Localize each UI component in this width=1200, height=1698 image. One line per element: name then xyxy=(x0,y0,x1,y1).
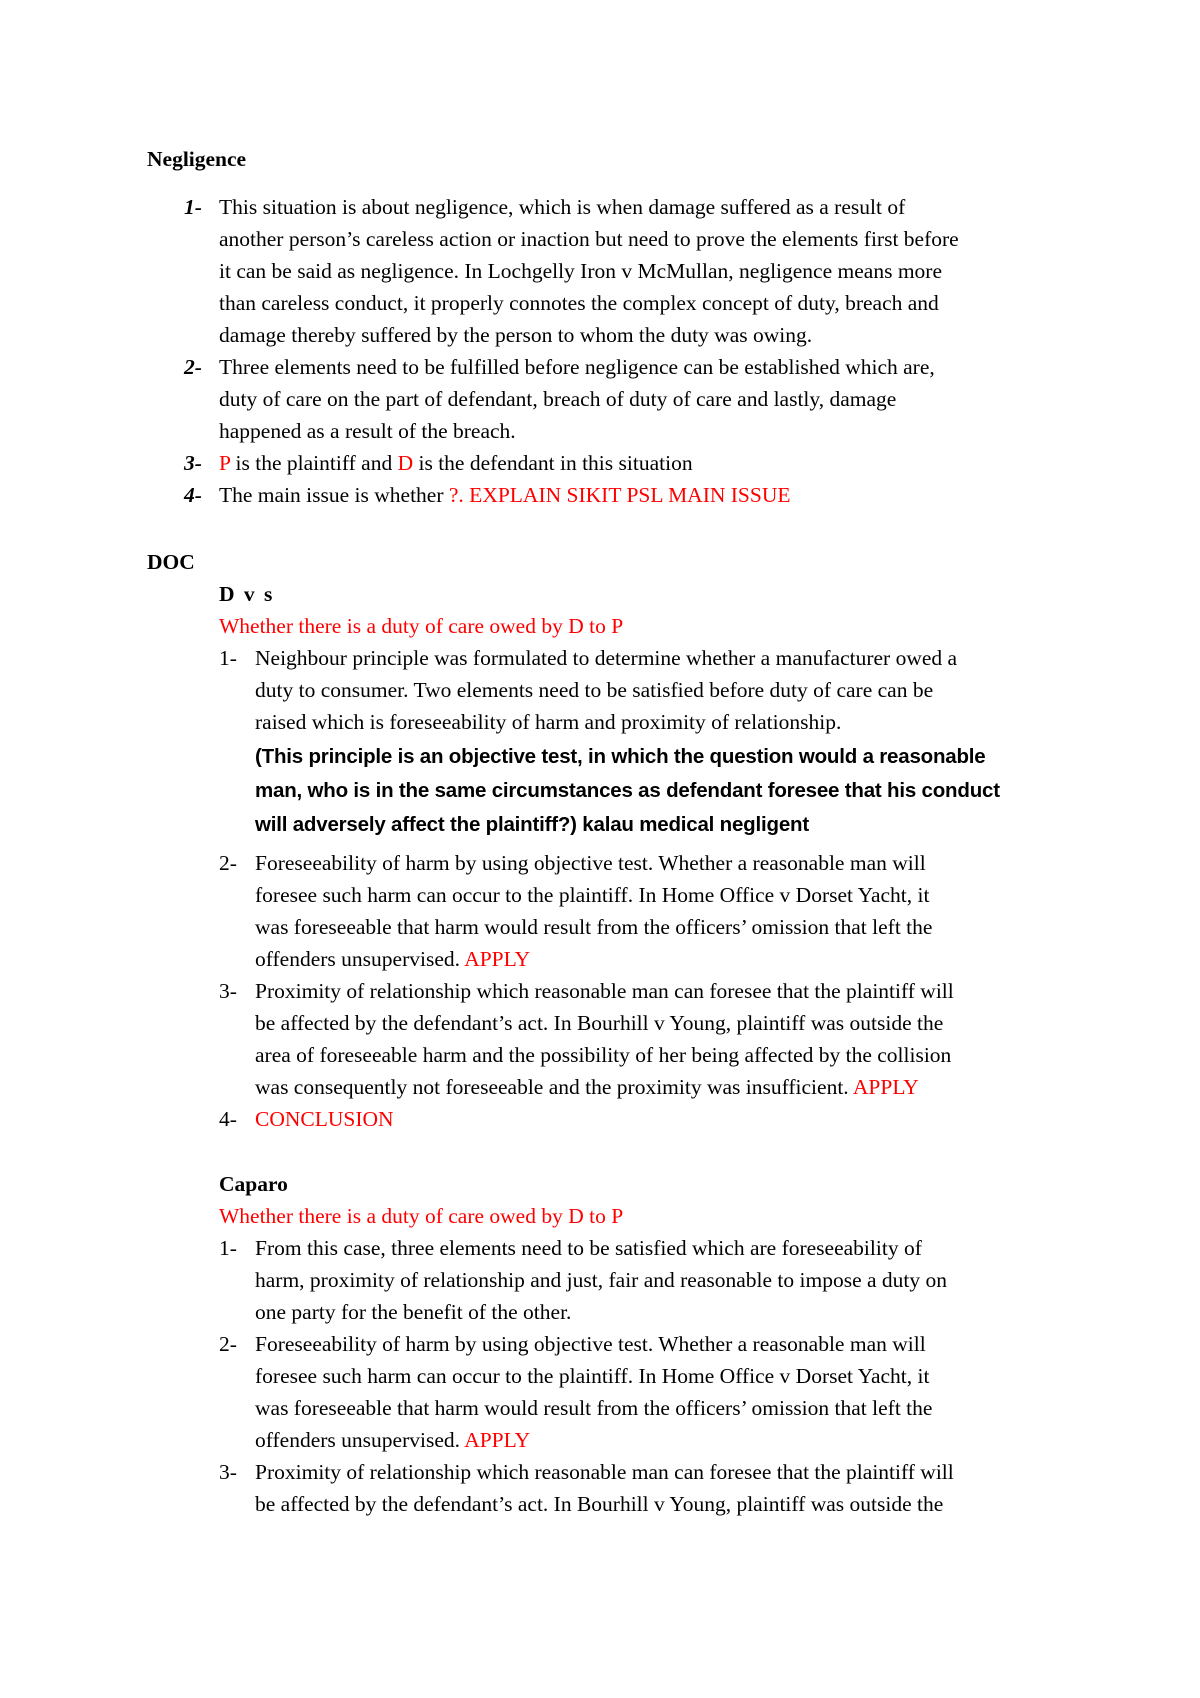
list-item-text xyxy=(219,447,693,479)
list-item-text: Three elements need to be fulfilled before negligence can be established which are, xyxy=(219,355,935,379)
issue-question: Whether there is a duty of care owed by D to P xyxy=(219,1204,624,1228)
list-item-text: Foreseeability of harm by using objective test. Whether a reasonable man will xyxy=(255,1332,926,1356)
text-span: is the defendant in this situation xyxy=(413,451,693,475)
list-item-text: be affected by the defendant’s act. In Bourhill v Young, plaintiff was outside the xyxy=(255,1492,944,1516)
issue-question: Whether there is a duty of care owed by D to P xyxy=(219,614,624,638)
list-item-text: damage thereby suffered by the person to whom the duty was owing. xyxy=(219,323,813,347)
note-text: will adversely affect the plaintiff?) kalau medical negligent xyxy=(255,813,809,836)
list-marker: 4- xyxy=(184,483,202,507)
note-text: (This principle is an objective test, in which the question would a reasonable xyxy=(255,745,986,768)
list-item-text: be affected by the defendant’s act. In Bourhill v Young, plaintiff was outside the xyxy=(255,1011,944,1035)
list-item-text: than careless conduct, it properly connotes the complex concept of duty, breach and xyxy=(219,291,939,315)
list-marker: 3- xyxy=(184,451,202,475)
list-item-text: Foreseeability of harm by using objective test. Whether a reasonable man will xyxy=(255,851,926,875)
list-item-text: From this case, three elements need to be satisfied which are foreseeability of xyxy=(255,1236,922,1260)
list-item-text xyxy=(255,1424,530,1456)
subsection-title-caparo: Caparo xyxy=(219,1172,288,1196)
text-span: The main issue is whether xyxy=(219,483,449,507)
subsection-title-dvs: D v s xyxy=(219,582,275,606)
list-item-text: another person’s careless action or inaction but need to prove the elements first before xyxy=(219,227,959,251)
list-item-text: Proximity of relationship which reasonable man can foresee that the plaintiff will xyxy=(255,1460,954,1484)
section-heading-doc: DOC xyxy=(147,550,195,574)
list-item-text: was foreseeable that harm would result from the officers’ omission that left the xyxy=(255,1396,933,1420)
list-item-text xyxy=(219,479,791,511)
list-item-text: Neighbour principle was formulated to determine whether a manufacturer owed a xyxy=(255,646,958,670)
list-item-text: This situation is about negligence, which is when damage suffered as a result of xyxy=(219,195,906,219)
main-issue-note: ?. EXPLAIN SIKIT PSL MAIN ISSUE xyxy=(448,483,791,507)
list-item-text xyxy=(255,1071,919,1103)
list-item-text: area of foreseeable harm and the possibility of her being affected by the collision xyxy=(255,1043,952,1067)
list-item-text: harm, proximity of relationship and just, fair and reasonable to impose a duty on xyxy=(255,1268,948,1292)
defendant-label: D xyxy=(397,451,414,475)
list-marker: 2- xyxy=(184,355,202,379)
list-item-text: foresee such harm can occur to the plaintiff. In Home Office v Dorset Yacht, it xyxy=(255,883,930,907)
list-marker: 1- xyxy=(219,646,237,670)
conclusion-label: CONCLUSION xyxy=(255,1107,394,1131)
list-item-text: Proximity of relationship which reasonable man can foresee that the plaintiff will xyxy=(255,979,954,1003)
list-item-text: happened as a result of the breach. xyxy=(219,419,516,443)
apply-label: APPLY xyxy=(852,1075,919,1099)
text-span: offenders unsupervised. xyxy=(255,947,465,971)
list-item-text: it can be said as negligence. In Lochgelly Iron v McMullan, negligence means more xyxy=(219,259,942,283)
list-item-text: duty to consumer. Two elements need to be satisfied before duty of care can be xyxy=(255,678,934,702)
note-text: man, who is in the same circumstances as defendant foresee that his conduct xyxy=(255,779,1000,802)
section-heading-negligence: Negligence xyxy=(147,147,247,171)
text-span: is the plaintiff and xyxy=(230,451,398,475)
list-marker: 3- xyxy=(219,1460,237,1484)
apply-label: APPLY xyxy=(464,947,531,971)
list-marker: 3- xyxy=(219,979,237,1003)
list-marker: 4- xyxy=(219,1107,237,1131)
list-marker: 1- xyxy=(219,1236,237,1260)
list-item-text: foresee such harm can occur to the plaintiff. In Home Office v Dorset Yacht, it xyxy=(255,1364,930,1388)
plaintiff-label: P xyxy=(219,451,231,475)
list-item-text: raised which is foreseeability of harm and proximity of relationship. xyxy=(255,710,842,734)
text-span: offenders unsupervised. xyxy=(255,1428,465,1452)
list-item-text: duty of care on the part of defendant, breach of duty of care and lastly, damage xyxy=(219,387,897,411)
list-marker: 2- xyxy=(219,1332,237,1356)
list-item-text xyxy=(255,943,530,975)
apply-label: APPLY xyxy=(464,1428,531,1452)
text-span: was consequently not foreseeable and the proximity was insufficient. xyxy=(255,1075,853,1099)
list-marker: 1- xyxy=(184,195,202,219)
list-item-text: was foreseeable that harm would result from the officers’ omission that left the xyxy=(255,915,933,939)
list-item-text: one party for the benefit of the other. xyxy=(255,1300,572,1324)
list-marker: 2- xyxy=(219,851,237,875)
